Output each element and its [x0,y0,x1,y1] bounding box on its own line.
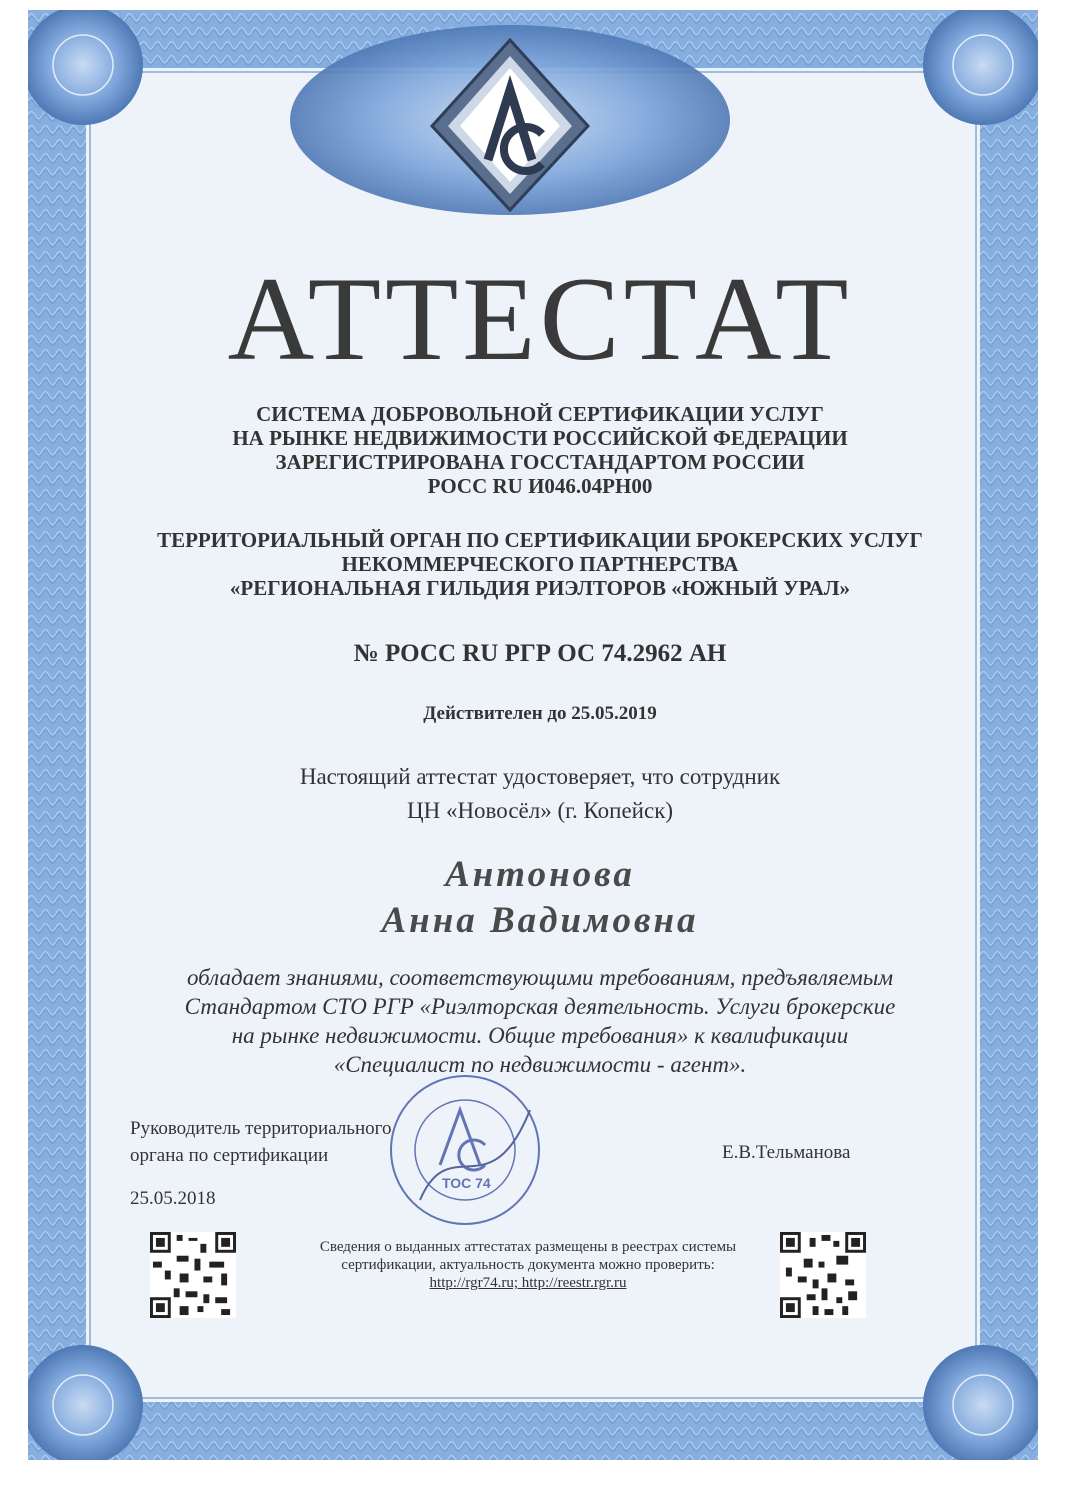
system-line: НА РЫНКЕ НЕДВИЖИМОСТИ РОССИЙСКОЙ ФЕДЕРАЦИИ [232,426,848,450]
qr-code-right [780,1232,866,1318]
holder-name [0,852,1080,944]
organ-line: ТЕРРИТОРИАЛЬНЫЙ ОРГАН ПО СЕРТИФИКАЦИИ БРОКЕРСКИХ УСЛУГ [157,528,923,552]
valid-until: Действителен до 25.05.2019 [423,703,657,724]
organ-line: «РЕГИОНАЛЬНАЯ ГИЛЬДИЯ РИЭЛТОРОВ «ЮЖНЫЙ УРАЛ» [229,576,851,600]
certificate-title: АТТЕСТАТ [227,252,853,385]
organ-line: НЕКОММЕРЧЕСКОГО ПАРТНЕРСТВА [341,552,739,576]
description-line: на рынке недвижимости. Общие требования» к квалификации [231,1023,849,1048]
stamp-text: ТОС 74 [442,1175,491,1191]
intro-line: Настоящий аттестат удостоверяет, что сотрудник [299,764,781,789]
registry-links[interactable]: http://rgr74.ru; http://reestr.rgr.ru [429,1275,627,1291]
qualification-description [0,963,1080,1079]
description-line: Стандартом СТО РГР «Риэлторская деятельность. Услуги брокерские [184,994,896,1019]
system-line: СИСТЕМА ДОБРОВОЛЬНОЙ СЕРТИФИКАЦИИ УСЛУГ [256,402,824,426]
description-line: «Специалист по недвижимости - агент». [333,1052,747,1077]
signatory-name: Е.В.Тельманова [722,1142,851,1163]
intro-block [0,760,1080,828]
intro-line: ЦН «Новосёл» (г. Копейск) [406,798,674,823]
issue-date: 25.05.2018 [130,1188,216,1209]
signatory-role-line: органа по сертификации [130,1145,329,1166]
registry-line: сертификации, актуальность документа можно проверить: [341,1257,715,1273]
certification-organ-block [0,528,1080,600]
holder-surname: Антонова [445,854,635,895]
organization-stamp [380,1070,550,1230]
emblem-logo [430,38,590,213]
system-line: ЗАРЕГИСТРИРОВАНА ГОССТАНДАРТОМ РОССИИ [275,450,805,474]
signatory-role-line: Руководитель территориального [130,1118,392,1139]
registry-info [248,1238,808,1292]
registry-line: Сведения о выданных аттестатах размещены в реестрах системы [319,1239,737,1255]
qr-code-left [150,1232,236,1318]
certificate-number: № РОСС RU РГР ОС 74.2962 АН [353,640,727,667]
signatory-role [130,1115,391,1169]
certification-system-block [0,402,1080,498]
holder-given-names: Анна Вадимовна [381,900,699,941]
system-line: РОСС RU И046.04РН00 [427,474,653,498]
description-line: обладает знаниями, соответствующими требованиям, предъявляемым [186,965,894,990]
